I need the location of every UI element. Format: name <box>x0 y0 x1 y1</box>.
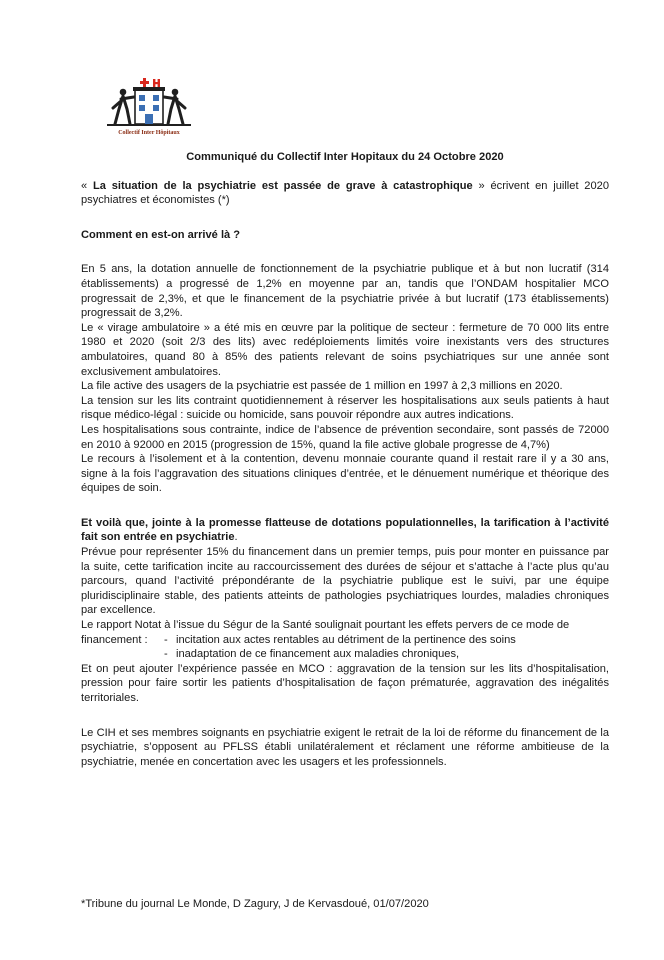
intro-paragraph <box>81 179 609 208</box>
list-item <box>81 633 609 648</box>
paragraph: En 5 ans, la dotation annuelle de fonctionnement de la psychiatrie publique et à but non lucratif (314 établissements) a progressé de 1,2% en moyenne par an, tandis que l’ONDAM hospitalier MCO progressait de 2,3%, et que le financement de la psychiatrie privée à but lucratif (173 établissements) progressait de 3,2%. <box>81 263 609 320</box>
section2-heading-end: . <box>234 531 238 544</box>
footnote: *Tribune du journal Le Monde, D Zagury, J de Kervasdoué, 01/07/2020 <box>81 898 429 910</box>
section1-heading: Comment en est-on arrivé là ? <box>81 228 241 241</box>
hospital-logo-icon <box>103 78 195 130</box>
bullet-dash: - <box>164 648 168 661</box>
paragraph: La file active des usagers de la psychiatrie est passée de 1 million en 1997 à 2,3 millions en 2020. <box>81 380 563 393</box>
intro-rest: écrivent en juillet 2020 psychiatres et économistes (*) <box>81 179 609 207</box>
logo-caption: Collectif Inter Hôpitaux <box>118 130 180 136</box>
paragraph: Le « virage ambulatoire » a été mis en œuvre par la politique de secteur : fermeture de 70 000 lits entre 1980 et 2020 (soit 2/3 des lits) avec redéploiements limités voire inexistants vers des structures ambulatoires, quand 80 à 85% des patients relevant de soins psychiatriques sur une année sont exclusivement ambulatoires. <box>81 321 609 378</box>
paragraph: La tension sur les lits contraint quotidiennement à réserver les hospitalisations aux seuls patients à haut risque médico-légal : suicide ou homicide, sans pouvoir répondre aux autres indications. <box>81 394 609 422</box>
paragraph: Prévue pour représenter 15% du financement dans un premier temps, puis pour monter en puissance par la suite, cette tarification incite au raccourcissement des durées de séjour et s’attache à l’acte plus qu’au parcours, quand l’activité prépondérante de la psychiatrie publique est le suivi, par une équipe pluridisciplinaire stable, des patients atteints de pathologies psychiatriques lourdes, maladies chroniques par excellence. <box>81 546 609 617</box>
section1-body <box>81 262 609 496</box>
quote-open: « <box>81 179 93 192</box>
document-body <box>81 150 609 769</box>
quote-close: » <box>472 179 485 192</box>
paragraph: Le recours à l’isolement et à la contention, devenu monnaie courante quand il restait rare il y a 30 ans, signe à la fois l’aggravation des situations cliniques d’entrée, et le dénuement numérique et théorique des équipes de soin. <box>81 453 609 495</box>
bullet-lead: financement : <box>81 633 148 646</box>
paragraph: Le rapport Notat à l’issue du Ségur de la Santé soulignait pourtant les effets pervers de ce mode de <box>81 619 570 632</box>
section2-heading-text: Et voilà que, jointe à la promesse flatteuse de dotations populationnelles, la tarification à l’activité fait son entrée en psychiatrie <box>81 516 609 544</box>
page-title: Communiqué du Collectif Inter Hopitaux du 24 Octobre 2020 <box>186 151 504 163</box>
section2-heading <box>81 516 609 545</box>
list-item <box>81 647 609 662</box>
bullet-text: incitation aux actes rentables au détriment de la pertinence des soins <box>176 633 516 646</box>
paragraph: Les hospitalisations sous contrainte, indice de l’absence de prévention secondaire, sont passés de 72000 en 2010 à 92000 en 2015 (progression de 15%, quand la file active globale progresse de 4,7%) <box>81 423 609 451</box>
cih-logo <box>103 78 195 136</box>
conclusion-paragraph: Le CIH et ses membres soignants en psychiatrie exigent le retrait de la loi de réforme du financement de la psychiatrie, s’opposent au PFLSS établi unilatéralement et réclament une réforme ambitieuse de la psychiatrie, menée en concertation avec les usagers et les professionnels. <box>81 726 609 768</box>
bullet-list <box>81 633 609 662</box>
bullet-dash: - <box>164 633 168 646</box>
bullet-text: inadaptation de ce financement aux maladies chroniques, <box>176 648 460 661</box>
intro-quote: La situation de la psychiatrie est passée de grave à catastrophique <box>92 179 473 192</box>
paragraph: Et on peut ajouter l’expérience passée en MCO : aggravation de la tension sur les lits d’hospitalisation, pression pour faire sortir les patients d’hospitalisation de façon prématurée, aggravation des inégalités territoriales. <box>81 662 609 704</box>
